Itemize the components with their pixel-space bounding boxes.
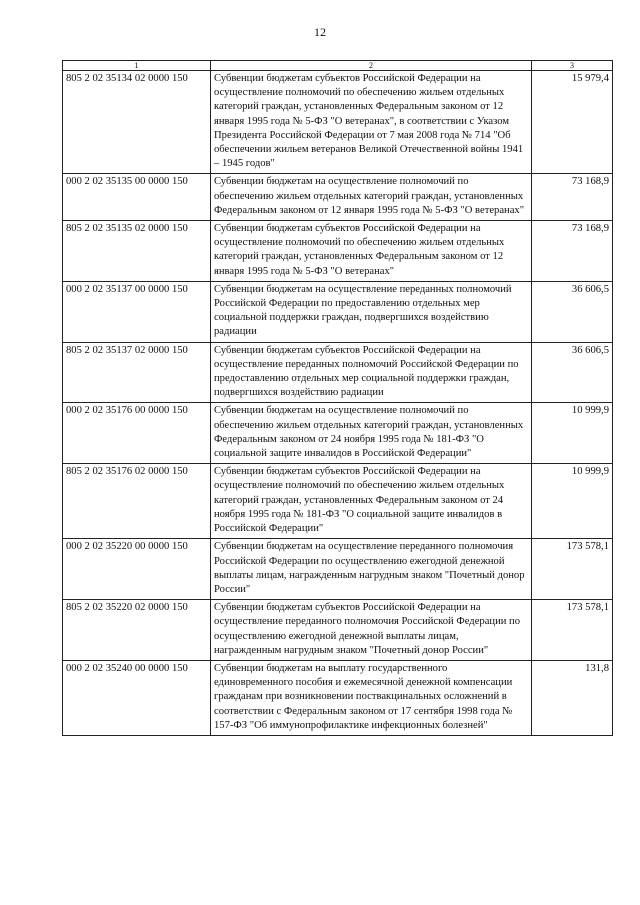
description: Субвенции бюджетам на осуществление переданного полномочия Российской Федерации по осуществлению ежегодной денежной выплаты лицам, награжденным нагрудным знаком "Почетный донор России" xyxy=(211,539,532,600)
amount: 173 578,1 xyxy=(532,600,613,661)
budget-code: 805 2 02 35176 02 0000 150 xyxy=(63,464,211,539)
table-row xyxy=(63,174,613,221)
budget-code: 000 2 02 35137 00 0000 150 xyxy=(63,281,211,342)
table-row xyxy=(63,281,613,342)
budget-table xyxy=(62,60,613,736)
amount: 131,8 xyxy=(532,660,613,735)
table-row xyxy=(63,342,613,403)
budget-code: 805 2 02 35134 02 0000 150 xyxy=(63,71,211,174)
budget-code: 805 2 02 35220 02 0000 150 xyxy=(63,600,211,661)
amount: 36 606,5 xyxy=(532,342,613,403)
amount: 73 168,9 xyxy=(532,221,613,282)
table-row xyxy=(63,600,613,661)
description: Субвенции бюджетам на осуществление переданных полномочий Российской Федерации по предоставлению отдельных мер социальной поддержки граждан, подвергшихся воздействию радиации xyxy=(211,281,532,342)
description: Субвенции бюджетам на осуществление полномочий по обеспечению жильем отдельных категорий граждан, установленных Федеральным законом от 24 ноября 1995 года № 181-ФЗ "О социальной защите инвалидов в Российской Федерации" xyxy=(211,403,532,464)
table-header-row xyxy=(63,61,613,71)
amount: 10 999,9 xyxy=(532,464,613,539)
budget-code: 000 2 02 35176 00 0000 150 xyxy=(63,403,211,464)
table-row xyxy=(63,221,613,282)
budget-code: 000 2 02 35240 00 0000 150 xyxy=(63,660,211,735)
page-number: 12 xyxy=(314,25,326,39)
table-row xyxy=(63,71,613,174)
column-header-1: 1 xyxy=(63,61,211,71)
description: Субвенции бюджетам субъектов Российской Федерации на осуществление полномочий по обеспечению жильем отдельных категорий граждан, установленных Федеральным законом от 24 ноября 1995 года № 181-ФЗ "О социальной защите инвалидов в Российской Федерации" xyxy=(211,464,532,539)
description: Субвенции бюджетам на выплату государственного единовременного пособия и ежемесячной денежной компенсации гражданам при возникновении поствакцинальных осложнений в соответствии с Федеральным законом от 17 сентября 1998 года № 157-ФЗ "Об иммунопрофилактике инфекционных болезней" xyxy=(211,660,532,735)
description: Субвенции бюджетам субъектов Российской Федерации на осуществление переданных полномочий Российской Федерации по предоставлению отдельных мер социальной поддержки граждан, подвергшихся воздействию радиации xyxy=(211,342,532,403)
column-header-3: 3 xyxy=(532,61,613,71)
table-row xyxy=(63,660,613,735)
table-row xyxy=(63,539,613,600)
description: Субвенции бюджетам субъектов Российской Федерации на осуществление полномочий по обеспечению жильем отдельных категорий граждан, установленных Федеральным законом от 12 января 1995 года № 5-ФЗ "О ветеранах" xyxy=(211,221,532,282)
table-row xyxy=(63,464,613,539)
amount: 15 979,4 xyxy=(532,71,613,174)
amount: 36 606,5 xyxy=(532,281,613,342)
budget-code: 805 2 02 35137 02 0000 150 xyxy=(63,342,211,403)
budget-code: 000 2 02 35220 00 0000 150 xyxy=(63,539,211,600)
amount: 73 168,9 xyxy=(532,174,613,221)
budget-code: 000 2 02 35135 00 0000 150 xyxy=(63,174,211,221)
description: Субвенции бюджетам на осуществление полномочий по обеспечению жильем отдельных категорий граждан, установленных Федеральным законом от 12 января 1995 года № 5-ФЗ "О ветеранах" xyxy=(211,174,532,221)
column-header-2: 2 xyxy=(211,61,532,71)
table-row xyxy=(63,403,613,464)
description: Субвенции бюджетам субъектов Российской Федерации на осуществление переданного полномочия Российской Федерации по осуществлению ежегодной денежной выплаты лицам, награжденным нагрудным знаком "Почетный донор России" xyxy=(211,600,532,661)
description: Субвенции бюджетам субъектов Российской Федерации на осуществление полномочий по обеспечению жильем отдельных категорий граждан, установленных Федеральным законом от 12 января 1995 года № 5-ФЗ "О ветеранах", в соответствии с Указом Президента Российской Федерации от 7 мая 2008 года № 714 "Об обеспечении жильем ветеранов Великой Отечественной войны 1941 – 1945 годов" xyxy=(211,71,532,174)
amount: 10 999,9 xyxy=(532,403,613,464)
amount: 173 578,1 xyxy=(532,539,613,600)
budget-code: 805 2 02 35135 02 0000 150 xyxy=(63,221,211,282)
